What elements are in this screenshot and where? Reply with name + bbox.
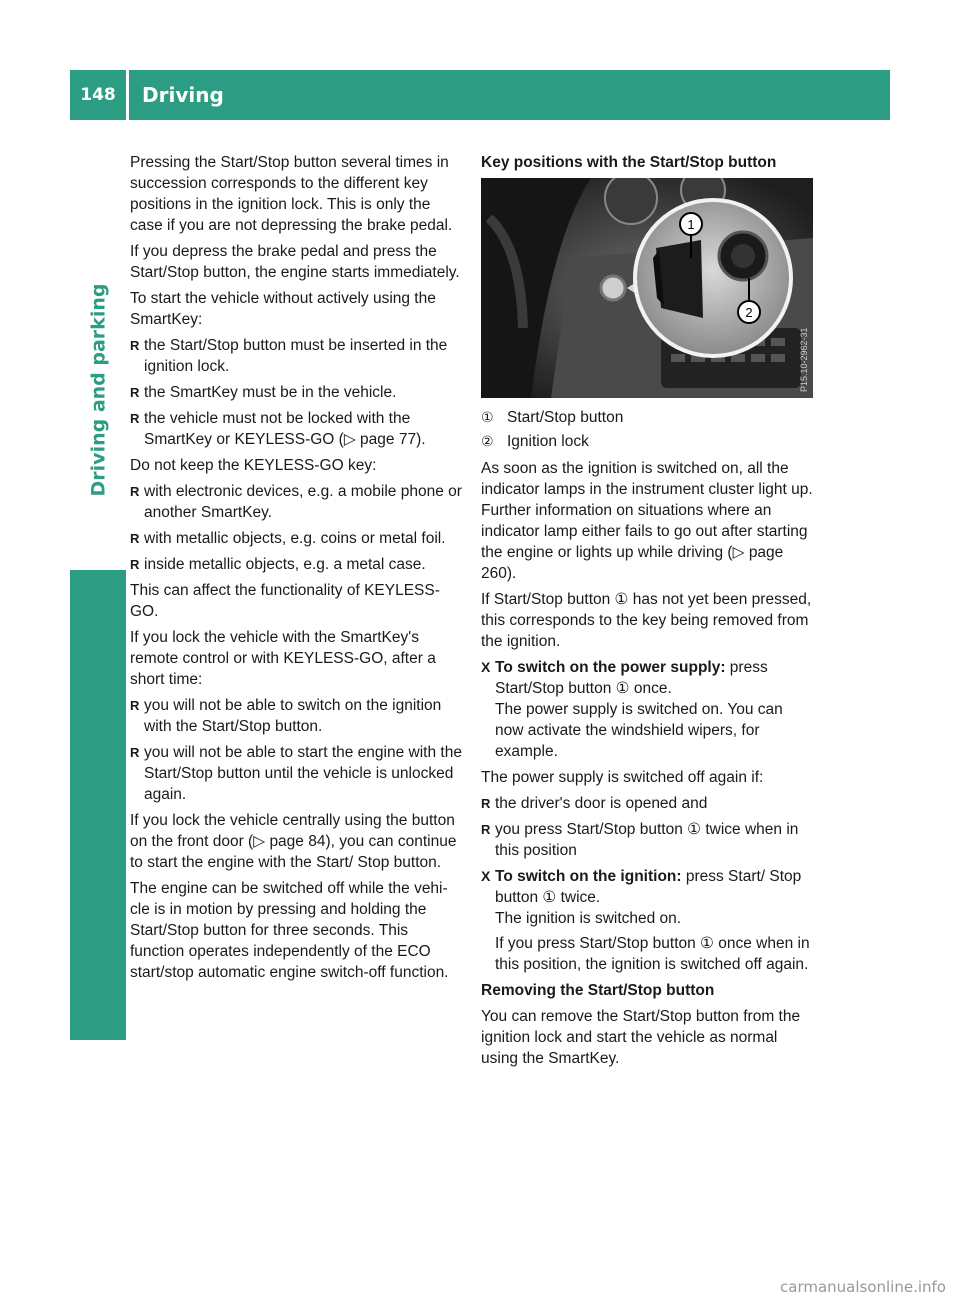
side-tab: [80, 260, 116, 520]
paragraph: The engine can be switched off while the vehicle is in motion by pressing and holding the Start/Stop button for three seconds. This function operates independently of the ECO start/stop automatic engine switch-off function.: [130, 880, 449, 981]
left-column: [130, 152, 462, 988]
bullet-marker: R: [130, 411, 140, 426]
action-step: X To switch on the power supply: press Start/Stop button ① once. The power supply is switched on. You can now activate the windshield wipers, for example.: [481, 659, 783, 760]
bullet-marker: R: [130, 531, 140, 546]
section-title: Driving: [142, 83, 224, 107]
list-item: R you will not be able to switch on the ignition with the Start/Stop button.: [130, 697, 442, 735]
watermark: carmanualsonline.info: [780, 1278, 946, 1296]
side-tab-block: [70, 570, 126, 1040]
dashboard-illustration: [481, 178, 813, 398]
list-item: R with electronic devices, e.g. a mobile phone or another SmartKey.: [130, 483, 462, 521]
list-item: R the SmartKey must be in the vehicle.: [130, 384, 397, 401]
list-item: R the Start/Stop button must be inserted in the ignition lock.: [130, 337, 448, 375]
list-item: R with metallic objects, e.g. coins or metal foil.: [130, 530, 446, 547]
list-item: R the vehicle must not be locked with the SmartKey or KEYLESS-GO (▷ page 77).: [130, 410, 426, 448]
figure-heading: Key positions with the Start/Stop button: [481, 154, 777, 171]
action-step: X To switch on the ignition: press Start/ Stop button ① twice. The ignition is switched on. If you press Start/Stop button ① once when in this position, the ignition is switched off again.: [481, 868, 810, 973]
paragraph: The power supply is switched off again if:: [481, 769, 764, 786]
paragraph: If Start/Stop button ① has not yet been pressed, this corresponds to the key being removed from the ignition.: [481, 591, 812, 650]
paragraph: As soon as the ignition is switched on, all the indicator lamps in the instrument cluster light up. Further information on situations where an indicator lamp either fails to go out after starting the engine or lights up while driving (▷ page 260).: [481, 460, 813, 582]
header-divider: [126, 70, 129, 120]
action-marker: X: [481, 659, 491, 675]
subheading: Removing the Start/Stop button: [481, 982, 715, 999]
paragraph: This can affect the functionality of KEYLESS-GO.: [130, 582, 440, 620]
gauge-icon: [605, 178, 657, 224]
bullet-marker: R: [130, 557, 140, 572]
paragraph: Pressing the Start/Stop button several times in succession corresponds to the different key positions in the ignition lock. This is only the case if you are not depressing the brake pedal.: [130, 154, 453, 234]
callout-1-label: 1: [687, 217, 695, 232]
start-stop-small-icon: [601, 276, 625, 300]
bullet-marker: R: [130, 484, 140, 499]
list-item: R you press Start/Stop button ① twice when in this position: [481, 821, 799, 859]
paragraph: You can remove the Start/Stop button from the ignition lock and start the vehicle as normal using the SmartKey.: [481, 1008, 801, 1067]
figure-code: P15.10-2962-31: [799, 327, 809, 392]
list-item: R the driver's door is opened and: [481, 795, 708, 812]
list-item: R inside metallic objects, e.g. a metal case.: [130, 556, 426, 573]
bullet-marker: R: [130, 385, 140, 400]
paragraph: If you depress the brake pedal and press the Start/Stop button, the engine starts immediately.: [130, 243, 460, 281]
paragraph: If you lock the vehicle centrally using the button on the front door (▷ page 84), you can continue to start the engine with the Start/ Stop button.: [130, 812, 457, 871]
list-item: R you will not be able to start the engine with the Start/Stop button until the vehicle is unlocked again.: [130, 744, 462, 803]
bullet-marker: R: [481, 796, 491, 811]
action-marker: X: [481, 868, 491, 884]
side-tab-label: Driving and parking: [87, 283, 109, 497]
legend-item: ② Ignition lock: [481, 433, 589, 450]
right-column: [481, 152, 813, 1074]
paragraph: If you lock the vehicle with the SmartKey's remote control or with KEYLESS-GO, after a short time:: [130, 629, 436, 688]
start-stop-button-icon: [656, 240, 703, 318]
bullet-marker: R: [481, 822, 491, 837]
bullet-marker: R: [130, 745, 140, 760]
page-number: 148: [80, 85, 116, 105]
legend-item: ① Start/Stop button: [481, 409, 624, 426]
paragraph: Do not keep the KEYLESS-GO key:: [130, 457, 377, 474]
callout-2-label: 2: [745, 305, 753, 320]
bullet-marker: R: [130, 698, 140, 713]
dashboard-photo: [481, 178, 813, 398]
bullet-marker: R: [130, 338, 140, 353]
paragraph: To start the vehicle without actively using the SmartKey:: [130, 290, 436, 328]
